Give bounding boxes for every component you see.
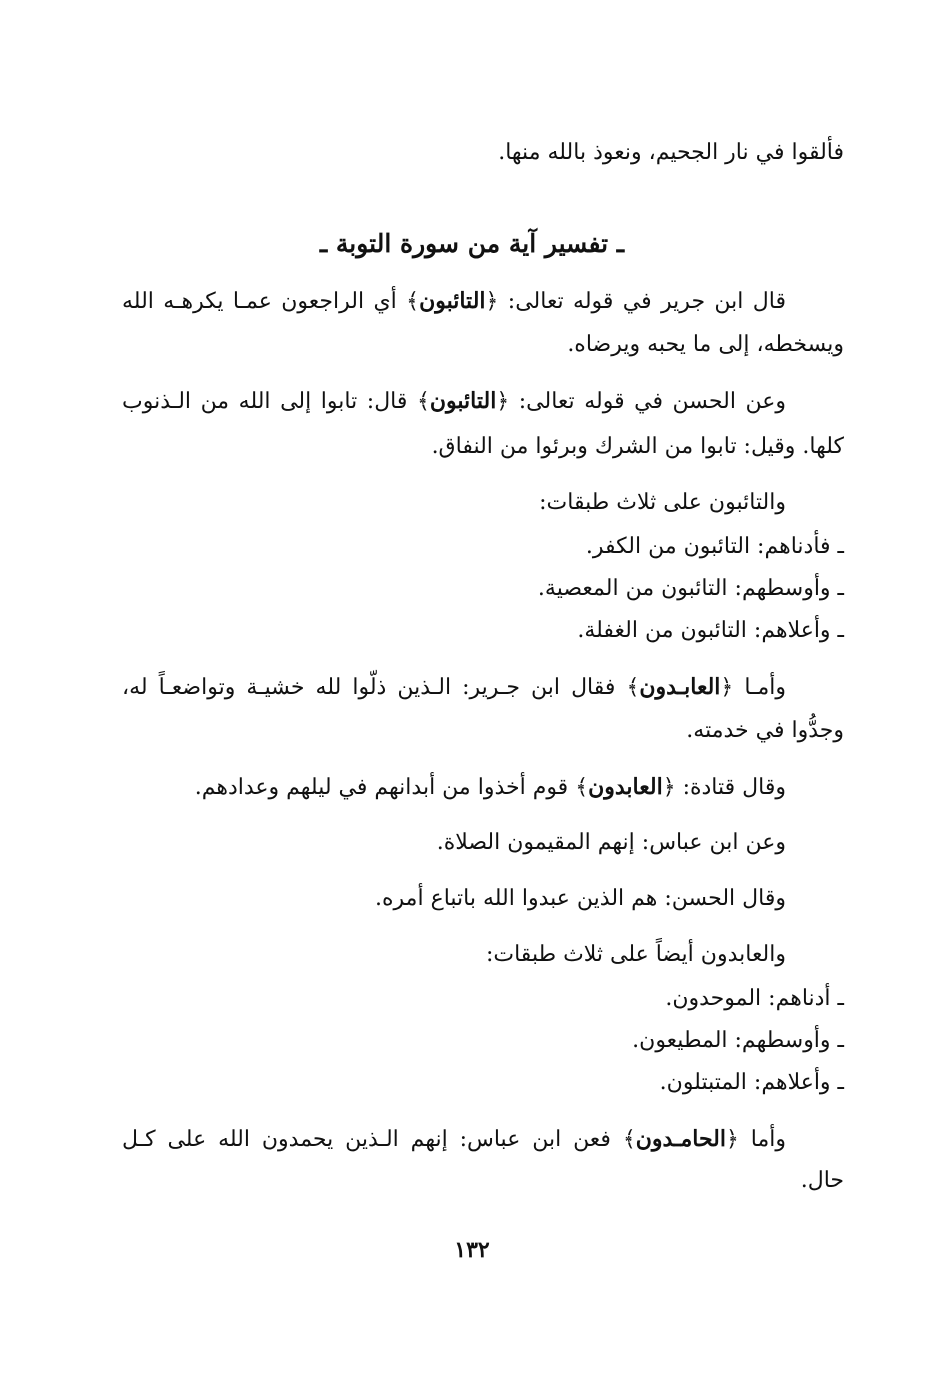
section-heading: ـ تفسير آية من سورة التوبة ـ <box>319 229 625 258</box>
list-item: ـ وأوسطهم: المطيعون. <box>632 1028 844 1053</box>
quranic-keyword: الحامـدون <box>635 1126 726 1152</box>
list-intro: والتائبون على ثلاث طبقات: <box>539 490 786 515</box>
text-segment: ﴾ قال: تابوا إلى الله من الـذنوب <box>122 389 430 414</box>
paragraph-1-line-2: ويسخطه، إلى ما يحبه ويرضاه. <box>567 332 844 357</box>
list-item: ـ أدناهم: الموحدون. <box>665 986 844 1011</box>
text-segment: ﴾ أي الراجعون عمـا يكرهـه الله <box>122 289 420 314</box>
paragraph-3-line-2: وجدُّوا في خدمته. <box>686 718 844 743</box>
list-item: ـ فأدناهم: التائبون من الكفر. <box>585 534 844 559</box>
paragraph-3-line-1 <box>122 672 786 703</box>
paragraph-7-line-1 <box>122 1124 786 1155</box>
paragraph-6: وقال الحسن: هم الذين عبدوا الله باتباع أمره. <box>375 886 786 911</box>
paragraph-7-line-2: حال. <box>800 1168 844 1193</box>
quranic-keyword: التائبون <box>419 288 486 314</box>
list-item: ـ وأوسطهم: التائبون من المعصية. <box>537 576 844 601</box>
text-segment: قال ابن جرير في قوله تعالى: ﴿ <box>485 289 786 314</box>
text-segment: وأمـا ﴿ <box>720 675 787 700</box>
text-segment: وأما ﴿ <box>726 1127 786 1152</box>
paragraph-1-line-1 <box>122 286 786 317</box>
list-intro: والعابدون أيضاً على ثلاث طبقات: <box>485 942 786 967</box>
continued-text-line: فألقوا في نار الجحيم، ونعوذ بالله منها. <box>498 140 844 165</box>
list-item: ـ وأعلاهم: المتبتلون. <box>659 1070 844 1095</box>
paragraph-2-line-1 <box>122 386 786 417</box>
text-segment: ﴾ قوم أخذوا من أبدانهم في ليلهم وعدادهم. <box>194 775 589 800</box>
paragraph-2-line-2: كلها. وقيل: تابوا من الشرك وبرئوا من النفاق. <box>431 434 844 459</box>
text-segment: وقال قتادة: ﴿ <box>662 775 786 800</box>
text-segment: ﴾ فعن ابن عباس: إنهم الـذين يحمدون الله على كـل <box>122 1127 636 1152</box>
text-segment: وعن الحسن في قوله تعالى: ﴿ <box>496 389 786 414</box>
paragraph-5: وعن ابن عباس: إنهم المقيمون الصلاة. <box>436 830 786 855</box>
quranic-keyword: العابـدون <box>639 674 721 700</box>
list-item: ـ وأعلاهم: التائبون من الغفلة. <box>577 618 844 643</box>
page-number: ١٣٢ <box>454 1237 490 1263</box>
paragraph-4 <box>122 772 786 803</box>
quranic-keyword: التائبون <box>429 388 497 414</box>
text-segment: ﴾ فقال ابن جـرير: الـذين ذلّوا لله خشيـة وتواضعـاً له، <box>122 675 640 700</box>
quranic-keyword: العابدون <box>588 774 663 800</box>
